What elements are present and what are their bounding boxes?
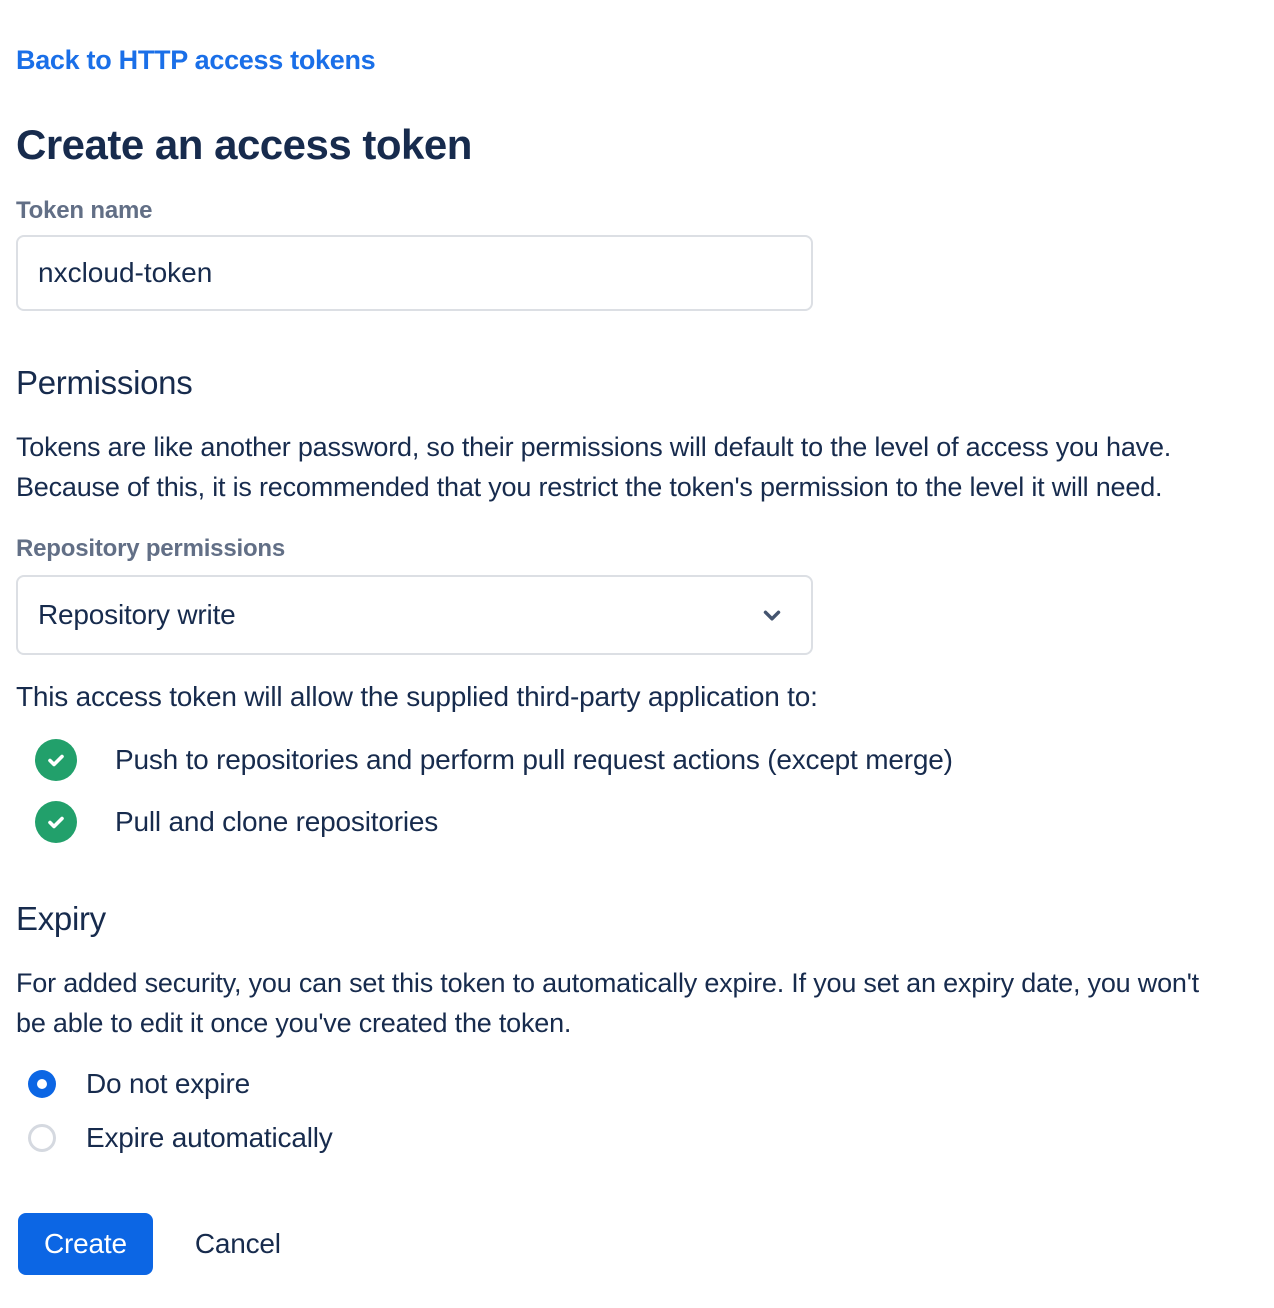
back-to-http-access-tokens-link[interactable]: Back to HTTP access tokens [16,45,376,75]
list-item [16,739,1258,781]
list-item [16,801,1258,843]
radio-option-expire-automatically[interactable] [16,1121,1258,1155]
token-name-input[interactable] [16,235,813,311]
form-actions [16,1213,1258,1275]
allowed-action-text: Pull and clone repositories [115,806,439,837]
radio-option-label: Do not expire [86,1068,250,1099]
repository-permissions-selected-value: Repository write [38,599,236,630]
repository-permissions-select[interactable] [16,575,813,655]
expiry-description: For added security, you can set this token to automatically expire. If you set an expiry date, you won't be able to edit it once you've created the token. [16,968,1199,1038]
check-icon [35,801,77,843]
permissions-heading: Permissions [16,364,193,401]
create-button[interactable]: Create [18,1213,153,1275]
expiry-heading: Expiry [16,900,106,937]
cancel-button[interactable]: Cancel [194,1228,281,1259]
expiry-radio-group [16,1067,1258,1155]
token-name-label: Token name [16,197,153,224]
radio-unselected-icon[interactable] [28,1124,56,1152]
page-title: Create an access token [16,121,472,168]
allowed-action-text: Push to repositories and perform pull request actions (except merge) [115,744,953,775]
radio-selected-icon[interactable] [28,1070,56,1098]
allow-intro-text: This access token will allow the supplied third-party application to: [16,681,818,712]
radio-option-do-not-expire[interactable] [16,1067,1258,1101]
chevron-down-icon [759,602,785,628]
allowed-actions-list [16,739,1258,843]
radio-option-label: Expire automatically [86,1122,333,1153]
check-icon [35,739,77,781]
permissions-description: Tokens are like another password, so their permissions will default to the level of access you have. Because of this, it is recommended that you restrict the token's permission to the level it will need. [16,432,1172,502]
repository-permissions-label: Repository permissions [16,535,286,562]
